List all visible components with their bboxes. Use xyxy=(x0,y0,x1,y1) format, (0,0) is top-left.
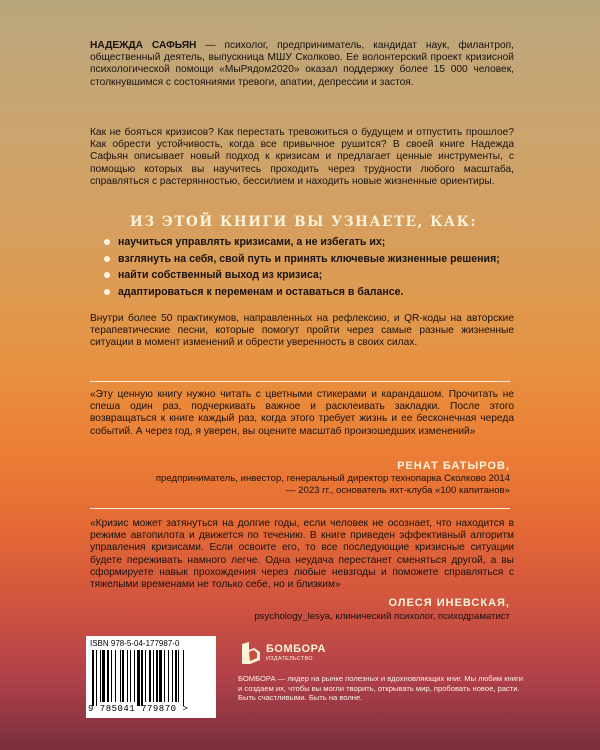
barcode-bars xyxy=(92,650,210,702)
list-item-text: научиться управлять кризисами, а не избегать их; xyxy=(118,236,386,248)
isbn-barcode xyxy=(86,636,216,718)
publisher-name: БОМБОРА xyxy=(266,643,326,655)
barcode-bar xyxy=(115,650,116,702)
list-item xyxy=(104,286,524,299)
barcode-bar xyxy=(149,650,151,702)
barcode-bar xyxy=(145,650,146,702)
barcode-bar xyxy=(111,650,112,702)
barcode-bar xyxy=(164,650,165,702)
barcode-bar xyxy=(175,650,177,702)
review-author-role: psychology_lesya, клинический психолог, психодраматист xyxy=(254,611,510,622)
publisher-sub: ИЗДАТЕЛЬСТВО xyxy=(266,656,313,662)
bullet-icon xyxy=(104,256,110,262)
bullet-icon xyxy=(104,289,110,295)
list-item-text: найти собственный выход из кризиса; xyxy=(118,269,323,282)
divider xyxy=(90,508,510,509)
isbn-digits: 9 785041 779870 > xyxy=(88,704,189,714)
barcode-bar xyxy=(156,650,158,702)
practice-text: Внутри более 50 практикумов, направленных на рефлексию, и QR-коды на авторские терапевтические песни, которые помогут пройти через самые разные жизненные ситуации в момент изменений и обрести уверенность в своих силах. xyxy=(90,313,514,349)
review-quote: «Эту ценную книгу нужно читать с цветными стикерами и карандашом. Прочитать не спеша один раз, подчеркивать важное и расклеивать закладки. После этого возвращаться к книге каждый раз, когда этого требует жизнь и ее бесконечная череда событий. А через год, я уверен, вы оцените масштаб произошедших изменений» xyxy=(90,389,514,437)
barcode-bar xyxy=(137,650,140,706)
author-bio xyxy=(90,40,514,89)
list-item xyxy=(104,236,524,249)
author-bio-text: — психолог, предприниматель, кандидат наук, филантроп, общественный деятель, выпускница МШУ Сколково. Ее волонтерский проект кризисной психологической помощи «МыРядом2020» оказал поддержку более 15 000 человек, столкнувшимся с состояниями тревоги, апатии, депрессии и застоя. xyxy=(90,40,514,88)
author-name: НАДЕЖДА САФЬЯН xyxy=(90,40,197,51)
list-item-text: адаптироваться к переменам и оставаться в балансе. xyxy=(118,285,404,298)
barcode-bar xyxy=(141,650,143,706)
barcode-bar xyxy=(107,650,109,702)
divider xyxy=(90,381,510,382)
barcode-bar xyxy=(130,650,131,702)
barcode-bar xyxy=(183,650,184,706)
learn-heading: ИЗ ЭТОЙ КНИГИ ВЫ УЗНАЕТЕ, КАК: xyxy=(130,214,478,230)
barcode-bar xyxy=(120,650,121,702)
barcode-bar xyxy=(178,650,179,702)
barcode-bar xyxy=(168,650,169,702)
barcode-bar xyxy=(96,650,97,706)
review-author-role: предприниматель, инвестор, генеральный директор технопарка Сколково 2014 — 2023 гг., основатель яхт-клуба «100 капитанов» xyxy=(155,473,510,496)
book-intro: Как не бояться кризисов? Как перестать тревожиться о будущем и отпустить прошлое? Как обрести устойчивость, когда все привычное рушится? В своей книге Надежда Сафьян описывает новый подход к кризисам и предлагает ценные инструменты, с помощью которых вы научитесь проходить через трудности любого масштаба, справляться с растерянностью, бессилием и находить новые жизненные ориентиры. xyxy=(90,127,514,187)
list-item-text: взглянуть на себя, свой путь и принять ключевые жизненные решения; xyxy=(118,252,500,265)
barcode-bar xyxy=(92,650,94,706)
barcode-bar xyxy=(172,650,173,702)
review-author: ОЛЕСЯ ИНЕВСКАЯ, xyxy=(388,597,510,609)
barcode-bar xyxy=(100,650,101,702)
barcode-bar xyxy=(134,650,135,702)
barcode-bar xyxy=(127,650,128,702)
bullet-icon xyxy=(104,272,110,278)
learn-list xyxy=(104,236,524,302)
list-item xyxy=(104,269,524,282)
review-quote: «Кризис может затянуться на долгие годы, если человек не осознает, что находится в режиме автопилота и движется по течению. В книге приведен эффективный алгоритм управления кризисами. Если освоите его, то все последующие кризисные ситуации будете переживать намного легче. Одна неудача перестанет сменяться другой, а вы сформируете навык прохождения через любые невзгоды и поможете справляться с тяжелыми временами не только себе, но и близким» xyxy=(90,518,514,591)
list-item xyxy=(104,253,524,266)
barcode-bar xyxy=(102,650,105,702)
barcode-bar xyxy=(159,650,162,702)
barcode-bar xyxy=(122,650,124,702)
bombora-logo-icon xyxy=(238,640,264,666)
bullet-icon xyxy=(104,239,110,245)
publisher-footer: БОМБОРА — лидер на рынке полезных и вдохновляющих книг. Мы любим книги и создаем их, чтобы вы могли творить, открывать мир, пробовать новое, расти. Быть счастливыми. Быть на волне. xyxy=(238,674,523,703)
isbn-label: ISBN 978-5-04-177987-0 xyxy=(90,639,180,648)
barcode-bar xyxy=(153,650,154,702)
review-author: РЕНАТ БАТЫРОВ, xyxy=(397,460,510,472)
